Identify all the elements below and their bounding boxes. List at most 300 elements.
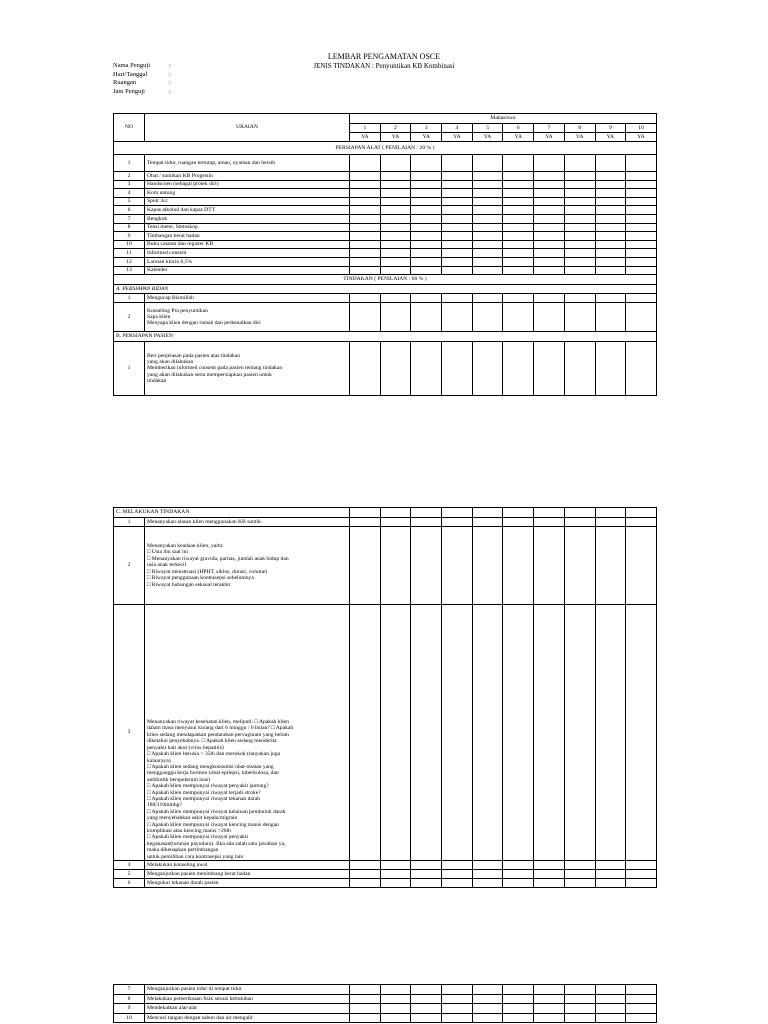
score-cell[interactable]: [626, 240, 657, 249]
score-cell[interactable]: [380, 1004, 411, 1014]
score-cell[interactable]: [595, 985, 626, 995]
score-cell[interactable]: [503, 870, 534, 879]
score-cell[interactable]: [472, 518, 503, 527]
score-cell[interactable]: [534, 189, 565, 198]
score-cell[interactable]: [411, 266, 442, 275]
score-cell[interactable]: [411, 870, 442, 879]
score-cell[interactable]: [472, 985, 503, 995]
score-cell[interactable]: [564, 605, 595, 861]
score-cell[interactable]: [380, 206, 411, 215]
student-number: 1: [350, 124, 381, 133]
score-cell[interactable]: [595, 232, 626, 241]
score-cell[interactable]: [564, 342, 595, 396]
score-cell[interactable]: [472, 214, 503, 223]
score-cell[interactable]: [626, 249, 657, 258]
ya-label: YA: [564, 133, 595, 142]
info-sep: :: [169, 87, 171, 95]
score-cell[interactable]: [411, 527, 442, 605]
score-cell[interactable]: [534, 861, 565, 870]
score-cell[interactable]: [472, 605, 503, 861]
score-cell[interactable]: [442, 303, 473, 332]
score-cell[interactable]: [472, 527, 503, 605]
score-cell[interactable]: [380, 1013, 411, 1023]
score-cell[interactable]: [564, 223, 595, 232]
score-cell[interactable]: [350, 172, 381, 181]
score-cell[interactable]: [564, 240, 595, 249]
score-cell[interactable]: [350, 1013, 381, 1023]
score-cell[interactable]: [380, 861, 411, 870]
score-cell[interactable]: [350, 985, 381, 995]
score-cell[interactable]: [564, 155, 595, 172]
score-cell[interactable]: [626, 342, 657, 396]
score-cell[interactable]: [411, 861, 442, 870]
score-cell[interactable]: [472, 197, 503, 206]
score-cell[interactable]: [472, 206, 503, 215]
score-cell[interactable]: [442, 266, 473, 275]
score-cell[interactable]: [503, 189, 534, 198]
score-cell[interactable]: [472, 240, 503, 249]
score-cell[interactable]: [472, 1013, 503, 1023]
score-cell[interactable]: [350, 257, 381, 266]
description-line: kalauraya): [147, 757, 171, 764]
score-cell[interactable]: [564, 1004, 595, 1014]
score-cell[interactable]: [442, 249, 473, 258]
score-cell[interactable]: [595, 1004, 626, 1014]
score-cell[interactable]: [472, 294, 503, 303]
score-cell[interactable]: [595, 257, 626, 266]
score-cell[interactable]: [534, 155, 565, 172]
score-cell[interactable]: [472, 870, 503, 879]
score-cell[interactable]: [534, 249, 565, 258]
score-cell[interactable]: [472, 303, 503, 332]
score-cell[interactable]: [595, 206, 626, 215]
score-cell[interactable]: [411, 249, 442, 258]
score-cell[interactable]: [626, 861, 657, 870]
score-cell[interactable]: [442, 189, 473, 198]
score-cell[interactable]: [350, 197, 381, 206]
description-line: Konseling Pra penyuntikan: [147, 307, 208, 314]
score-cell[interactable]: [564, 214, 595, 223]
item-number: 3: [114, 605, 145, 861]
score-cell[interactable]: [411, 994, 442, 1004]
score-cell[interactable]: [380, 232, 411, 241]
score-cell[interactable]: [595, 303, 626, 332]
score-cell[interactable]: [595, 861, 626, 870]
score-cell[interactable]: [472, 172, 503, 181]
score-cell[interactable]: [442, 870, 473, 879]
score-cell[interactable]: [564, 870, 595, 879]
score-cell[interactable]: [534, 240, 565, 249]
score-cell[interactable]: [595, 180, 626, 189]
score-cell[interactable]: [534, 879, 565, 888]
score-cell[interactable]: [380, 189, 411, 198]
score-cell[interactable]: [350, 249, 381, 258]
description-line: yang akan dilakukan: [147, 359, 194, 366]
blank-cell[interactable]: [442, 508, 473, 518]
score-cell[interactable]: [564, 172, 595, 181]
score-cell[interactable]: [442, 180, 473, 189]
score-cell[interactable]: [595, 294, 626, 303]
score-cell[interactable]: [350, 605, 381, 861]
score-cell[interactable]: [472, 223, 503, 232]
score-cell[interactable]: [534, 342, 565, 396]
score-cell[interactable]: [564, 189, 595, 198]
score-cell[interactable]: [626, 1013, 657, 1023]
score-cell[interactable]: [350, 240, 381, 249]
score-cell[interactable]: [380, 303, 411, 332]
description-line: antibiotik berspektrum luas): [147, 776, 211, 783]
score-cell[interactable]: [380, 605, 411, 861]
item-number: 1: [114, 342, 145, 396]
score-cell[interactable]: [380, 994, 411, 1004]
score-cell[interactable]: [534, 232, 565, 241]
score-cell[interactable]: [595, 240, 626, 249]
score-cell[interactable]: [564, 861, 595, 870]
score-cell[interactable]: [472, 257, 503, 266]
score-cell[interactable]: [503, 180, 534, 189]
score-cell[interactable]: [411, 232, 442, 241]
score-cell[interactable]: [503, 1013, 534, 1023]
blank-cell[interactable]: [534, 508, 565, 518]
score-cell[interactable]: [411, 214, 442, 223]
score-cell[interactable]: [626, 189, 657, 198]
score-cell[interactable]: [442, 342, 473, 396]
score-cell[interactable]: [564, 527, 595, 605]
score-cell[interactable]: [380, 197, 411, 206]
score-cell[interactable]: [626, 605, 657, 861]
score-cell[interactable]: [564, 985, 595, 995]
score-cell[interactable]: [350, 214, 381, 223]
score-cell[interactable]: [350, 180, 381, 189]
score-cell[interactable]: [626, 257, 657, 266]
item-number: 8: [114, 223, 145, 232]
score-cell[interactable]: [503, 249, 534, 258]
score-cell[interactable]: [411, 172, 442, 181]
score-cell[interactable]: [564, 1013, 595, 1023]
score-cell[interactable]: [350, 223, 381, 232]
score-cell[interactable]: [350, 294, 381, 303]
score-cell[interactable]: [472, 266, 503, 275]
score-cell[interactable]: [411, 155, 442, 172]
score-cell[interactable]: [380, 879, 411, 888]
score-cell[interactable]: [442, 240, 473, 249]
score-cell[interactable]: [503, 257, 534, 266]
score-cell[interactable]: [503, 861, 534, 870]
description-line: □ Riwayat menstruasi (HPHT, siklus, durasi, volume): [147, 568, 268, 575]
score-cell[interactable]: [534, 518, 565, 527]
score-cell[interactable]: [350, 189, 381, 198]
item-number: 11: [114, 249, 145, 258]
score-cell[interactable]: [564, 249, 595, 258]
score-cell[interactable]: [350, 206, 381, 215]
score-cell[interactable]: [503, 206, 534, 215]
blank-cell[interactable]: [595, 508, 626, 518]
score-cell[interactable]: [472, 232, 503, 241]
score-cell[interactable]: [503, 342, 534, 396]
score-cell[interactable]: [472, 180, 503, 189]
score-cell[interactable]: [380, 240, 411, 249]
score-cell[interactable]: [350, 861, 381, 870]
score-cell[interactable]: [380, 155, 411, 172]
score-cell[interactable]: [564, 303, 595, 332]
item-description: Kalender: [145, 266, 350, 275]
score-cell[interactable]: [595, 994, 626, 1004]
score-cell[interactable]: [626, 197, 657, 206]
score-cell[interactable]: [380, 518, 411, 527]
description-line: Memberikan informed consent pada pasien tentang tindakan: [147, 365, 283, 372]
score-cell[interactable]: [534, 257, 565, 266]
item-description: Handscoen (sebagai protek diri): [145, 180, 350, 189]
score-cell[interactable]: [503, 518, 534, 527]
score-cell[interactable]: [472, 189, 503, 198]
score-cell[interactable]: [595, 249, 626, 258]
score-cell[interactable]: [442, 527, 473, 605]
blank-cell[interactable]: [350, 508, 381, 518]
score-cell[interactable]: [442, 518, 473, 527]
score-cell[interactable]: [380, 214, 411, 223]
score-cell[interactable]: [411, 605, 442, 861]
score-cell[interactable]: [380, 985, 411, 995]
score-cell[interactable]: [380, 294, 411, 303]
score-cell[interactable]: [411, 180, 442, 189]
score-cell[interactable]: [534, 197, 565, 206]
score-cell[interactable]: [411, 342, 442, 396]
score-cell[interactable]: [411, 257, 442, 266]
score-cell[interactable]: [503, 994, 534, 1004]
score-cell[interactable]: [595, 189, 626, 198]
item-description: [145, 342, 350, 396]
score-cell[interactable]: [503, 527, 534, 605]
score-cell[interactable]: [564, 257, 595, 266]
score-cell[interactable]: [442, 155, 473, 172]
score-cell[interactable]: [350, 1004, 381, 1014]
score-cell[interactable]: [626, 232, 657, 241]
score-cell[interactable]: [442, 1004, 473, 1014]
score-cell[interactable]: [626, 294, 657, 303]
score-cell[interactable]: [503, 240, 534, 249]
score-cell[interactable]: [564, 879, 595, 888]
score-cell[interactable]: [626, 518, 657, 527]
score-cell[interactable]: [442, 294, 473, 303]
blank-cell[interactable]: [380, 508, 411, 518]
score-cell[interactable]: [411, 518, 442, 527]
section-row: [114, 508, 657, 518]
score-cell[interactable]: [534, 1013, 565, 1023]
score-cell[interactable]: [350, 994, 381, 1004]
score-cell[interactable]: [380, 172, 411, 181]
score-cell[interactable]: [411, 985, 442, 995]
item-description: [145, 605, 350, 861]
blank-cell[interactable]: [626, 508, 657, 518]
score-cell[interactable]: [564, 232, 595, 241]
score-cell[interactable]: [595, 605, 626, 861]
score-cell[interactable]: [534, 214, 565, 223]
score-cell[interactable]: [442, 994, 473, 1004]
score-cell[interactable]: [380, 527, 411, 605]
score-cell[interactable]: [534, 985, 565, 995]
score-cell[interactable]: [472, 155, 503, 172]
score-cell[interactable]: [380, 180, 411, 189]
score-cell[interactable]: [626, 303, 657, 332]
score-cell[interactable]: [472, 1004, 503, 1014]
examiner-info: [113, 62, 171, 96]
score-cell[interactable]: [442, 197, 473, 206]
score-cell[interactable]: [626, 206, 657, 215]
score-cell[interactable]: [350, 879, 381, 888]
score-cell[interactable]: [411, 879, 442, 888]
score-cell[interactable]: [503, 985, 534, 995]
score-cell[interactable]: [564, 206, 595, 215]
description-line: keganasan(turunan payudara). Jika ada salah satu jawaban ya,: [147, 840, 286, 847]
score-cell[interactable]: [442, 214, 473, 223]
score-cell[interactable]: [503, 232, 534, 241]
score-cell[interactable]: [595, 1013, 626, 1023]
score-cell[interactable]: [626, 1004, 657, 1014]
ya-label: YA: [626, 133, 657, 142]
score-cell[interactable]: [380, 223, 411, 232]
score-cell[interactable]: [472, 342, 503, 396]
score-cell[interactable]: [595, 870, 626, 879]
score-cell[interactable]: [503, 197, 534, 206]
score-cell[interactable]: [411, 294, 442, 303]
score-cell[interactable]: [350, 527, 381, 605]
score-cell[interactable]: [442, 861, 473, 870]
score-cell[interactable]: [534, 266, 565, 275]
score-cell[interactable]: [350, 342, 381, 396]
score-cell[interactable]: [503, 605, 534, 861]
score-cell[interactable]: [472, 249, 503, 258]
blank-cell[interactable]: [564, 508, 595, 518]
score-cell[interactable]: [564, 266, 595, 275]
section-heading: B. PERSIAPAN PASIEN: [114, 332, 657, 342]
score-cell[interactable]: [380, 342, 411, 396]
score-cell[interactable]: [595, 518, 626, 527]
score-cell[interactable]: [626, 172, 657, 181]
ya-label: YA: [534, 133, 565, 142]
score-cell[interactable]: [626, 266, 657, 275]
score-cell[interactable]: [442, 232, 473, 241]
score-cell[interactable]: [442, 1013, 473, 1023]
score-cell[interactable]: [626, 180, 657, 189]
score-cell[interactable]: [350, 303, 381, 332]
score-cell[interactable]: [534, 994, 565, 1004]
score-cell[interactable]: [595, 223, 626, 232]
score-cell[interactable]: [442, 257, 473, 266]
score-cell[interactable]: [534, 605, 565, 861]
score-cell[interactable]: [564, 197, 595, 206]
score-cell[interactable]: [442, 879, 473, 888]
description-line: Menanyakan riwayat kesehatan klien, meliputi: □ Apakah klien: [147, 719, 289, 726]
score-cell[interactable]: [534, 294, 565, 303]
score-cell[interactable]: [534, 172, 565, 181]
score-cell[interactable]: [503, 172, 534, 181]
score-cell[interactable]: [472, 861, 503, 870]
score-cell[interactable]: [595, 155, 626, 172]
score-cell[interactable]: [534, 303, 565, 332]
score-cell[interactable]: [380, 257, 411, 266]
score-cell[interactable]: [380, 870, 411, 879]
score-cell[interactable]: [380, 266, 411, 275]
section-heading: A. PERSIAPAN BIDAN: [114, 285, 657, 294]
score-cell[interactable]: [564, 294, 595, 303]
score-cell[interactable]: [534, 527, 565, 605]
score-cell[interactable]: [350, 232, 381, 241]
score-cell[interactable]: [380, 249, 411, 258]
score-cell[interactable]: [626, 527, 657, 605]
score-cell[interactable]: [411, 303, 442, 332]
score-cell[interactable]: [472, 879, 503, 888]
score-cell[interactable]: [503, 155, 534, 172]
score-cell[interactable]: [626, 155, 657, 172]
score-cell[interactable]: [595, 527, 626, 605]
score-cell[interactable]: [626, 879, 657, 888]
score-cell[interactable]: [503, 223, 534, 232]
score-cell[interactable]: [626, 985, 657, 995]
score-cell[interactable]: [442, 206, 473, 215]
score-cell[interactable]: [411, 1004, 442, 1014]
score-cell[interactable]: [534, 223, 565, 232]
table-row: [114, 518, 657, 527]
score-cell[interactable]: [564, 518, 595, 527]
score-cell[interactable]: [411, 189, 442, 198]
score-cell[interactable]: [595, 214, 626, 223]
description-line: Sapa klien: [147, 313, 171, 320]
score-cell[interactable]: [626, 994, 657, 1004]
score-cell[interactable]: [534, 1004, 565, 1014]
score-cell[interactable]: [626, 223, 657, 232]
score-cell[interactable]: [503, 1004, 534, 1014]
score-cell[interactable]: [595, 172, 626, 181]
score-cell[interactable]: [595, 879, 626, 888]
score-cell[interactable]: [503, 214, 534, 223]
score-cell[interactable]: [350, 870, 381, 879]
score-cell[interactable]: [411, 223, 442, 232]
score-cell[interactable]: [350, 155, 381, 172]
score-cell[interactable]: [503, 294, 534, 303]
score-cell[interactable]: [503, 879, 534, 888]
score-cell[interactable]: [411, 1013, 442, 1023]
score-cell[interactable]: [534, 206, 565, 215]
table-row: [114, 232, 657, 241]
blank-cell[interactable]: [503, 508, 534, 518]
table-row: [114, 1004, 657, 1014]
score-cell[interactable]: [626, 214, 657, 223]
score-cell[interactable]: [442, 172, 473, 181]
score-cell[interactable]: [534, 870, 565, 879]
score-cell[interactable]: [472, 994, 503, 1004]
score-cell[interactable]: [626, 870, 657, 879]
score-cell[interactable]: [503, 266, 534, 275]
score-cell[interactable]: [534, 180, 565, 189]
description-line: □ Menanyakan riwayat gravida, paritas, jumlah anak hidup dan: [147, 555, 289, 562]
score-cell[interactable]: [350, 266, 381, 275]
score-cell[interactable]: [564, 180, 595, 189]
score-cell[interactable]: [350, 518, 381, 527]
score-cell[interactable]: [442, 985, 473, 995]
score-cell[interactable]: [411, 240, 442, 249]
score-cell[interactable]: [411, 197, 442, 206]
blank-cell[interactable]: [411, 508, 442, 518]
score-cell[interactable]: [595, 197, 626, 206]
score-cell[interactable]: [411, 206, 442, 215]
score-cell[interactable]: [503, 303, 534, 332]
score-cell[interactable]: [442, 605, 473, 861]
score-cell[interactable]: [442, 223, 473, 232]
score-cell[interactable]: [595, 266, 626, 275]
score-cell[interactable]: [564, 994, 595, 1004]
blank-cell[interactable]: [472, 508, 503, 518]
score-cell[interactable]: [595, 342, 626, 396]
